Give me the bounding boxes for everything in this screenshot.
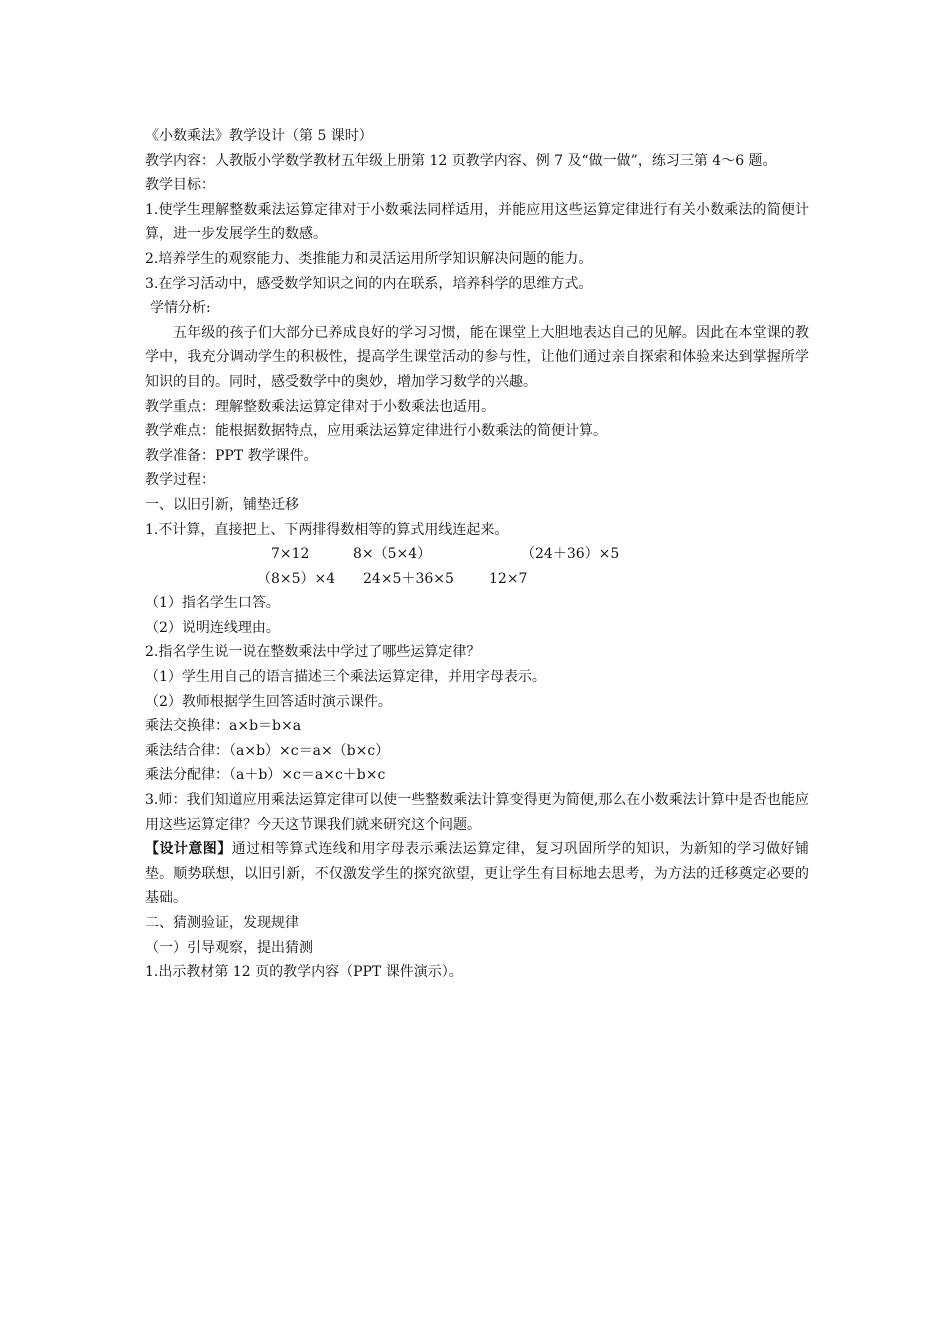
section2-step1: 1.出示教材第 12 页的教学内容（PPT 课件演示）。 — [145, 964, 463, 981]
law-associative: 乘法结合律：（a×b）×c＝a×（b×c） — [145, 742, 390, 759]
step1-sub-item: （2）说明连线理由。 — [145, 619, 280, 636]
law-commutative: 乘法交换律：a×b＝b×a — [145, 718, 302, 735]
document-body — [145, 124, 809, 985]
step3: 3.师：我们知道应用乘法运算定律可以使一些整数乘法计算变得更为简便,那么在小数乘法计算中是否也能应用这些运算定律？今天这节课我们就来研究这个问题。 — [145, 792, 809, 833]
preparation: 教学准备：PPT 教学课件。 — [145, 447, 318, 464]
expression: 12×7 — [489, 570, 528, 587]
section2-heading: 二、猜测验证，发现规律 — [145, 915, 299, 931]
step1-sub-item: （1）指名学生口答。 — [145, 595, 280, 612]
expression: 7×12 — [271, 546, 310, 563]
objective-item: 1.使学生理解整数乘法运算定律对于小数乘法同样适用，并能应用这些运算定律进行有关小数乘法的简便计算，进一步发展学生的数感。 — [145, 201, 809, 243]
expression-row-lower — [145, 567, 809, 592]
design-intent — [145, 837, 809, 911]
step1: 1.不计算，直接把上、下两排得数相等的算式用线连起来。 — [145, 521, 509, 538]
step2: 2.指名学生说一说在整数乘法中学过了哪些运算定律？ — [145, 644, 481, 661]
law-distributive: 乘法分配律：（a＋b）×c＝a×c＋b×c — [145, 767, 386, 784]
difficulty: 教学难点：能根据数据特点，应用乘法运算定律进行小数乘法的简便计算。 — [145, 423, 607, 440]
analysis-paragraph: 五年级的孩子们大部分已养成良好的学习习惯，能在课堂上大胆地表达自己的见解。因此在本堂课的教学中，我充分调动学生的积极性，提高学生课堂活动的参与性，让他们通过亲自探索和体验来达到掌握所学知识的目的。同时，感受数学中的奥妙，增加学习数学的兴趣。 — [145, 324, 809, 390]
expression: （24＋36）×5 — [521, 546, 620, 563]
teaching-content: 教学内容：人教版小学数学教材五年级上册第 12 页教学内容、例 7 及“做一做”，练习三第 4～6 题。 — [145, 152, 777, 169]
objective-item: 3.在学习活动中，感受数学知识之间的内在联系，培养科学的思维方式。 — [145, 275, 593, 292]
expression: （8×5）×4 — [257, 570, 336, 587]
objective-item: 2.培养学生的观察能力、类推能力和灵活运用所学知识解决问题的能力。 — [145, 250, 593, 267]
process-heading: 教学过程： — [145, 472, 215, 489]
expression: 8×（5×4） — [353, 546, 432, 563]
analysis-heading: 学情分析: — [150, 300, 211, 317]
step2-sub-item: （2）教师根据学生回答适时演示课件。 — [145, 693, 392, 710]
expression: 24×5＋36×5 — [363, 570, 454, 587]
key-point: 教学重点：理解整数乘法运算定律对于小数乘法也适用。 — [145, 398, 495, 415]
section1-heading: 一、以旧引新，铺垫迁移 — [145, 496, 299, 513]
document-title: 《小数乘法》教学设计（第 5 课时） — [145, 128, 373, 144]
objectives-heading: 教学目标： — [145, 177, 215, 194]
design-intent-text: 通过相等算式连线和用字母表示乘法运算定律，复习巩固所学的知识，为新知的学习做好铺垫。顺势联想，以旧引新，不仅激发学生的探究欲望，更让学生有目标地去思考，为方法的迁移奠定必要的基础。 — [145, 841, 810, 907]
design-intent-label: 【设计意图】 — [145, 841, 232, 858]
expression-row-upper — [145, 542, 809, 567]
step2-sub-item: （1）学生用自己的语言描述三个乘法运算定律，并用字母表示。 — [145, 669, 546, 686]
section2-subheading: （一）引导观察，提出猜测 — [145, 939, 313, 956]
